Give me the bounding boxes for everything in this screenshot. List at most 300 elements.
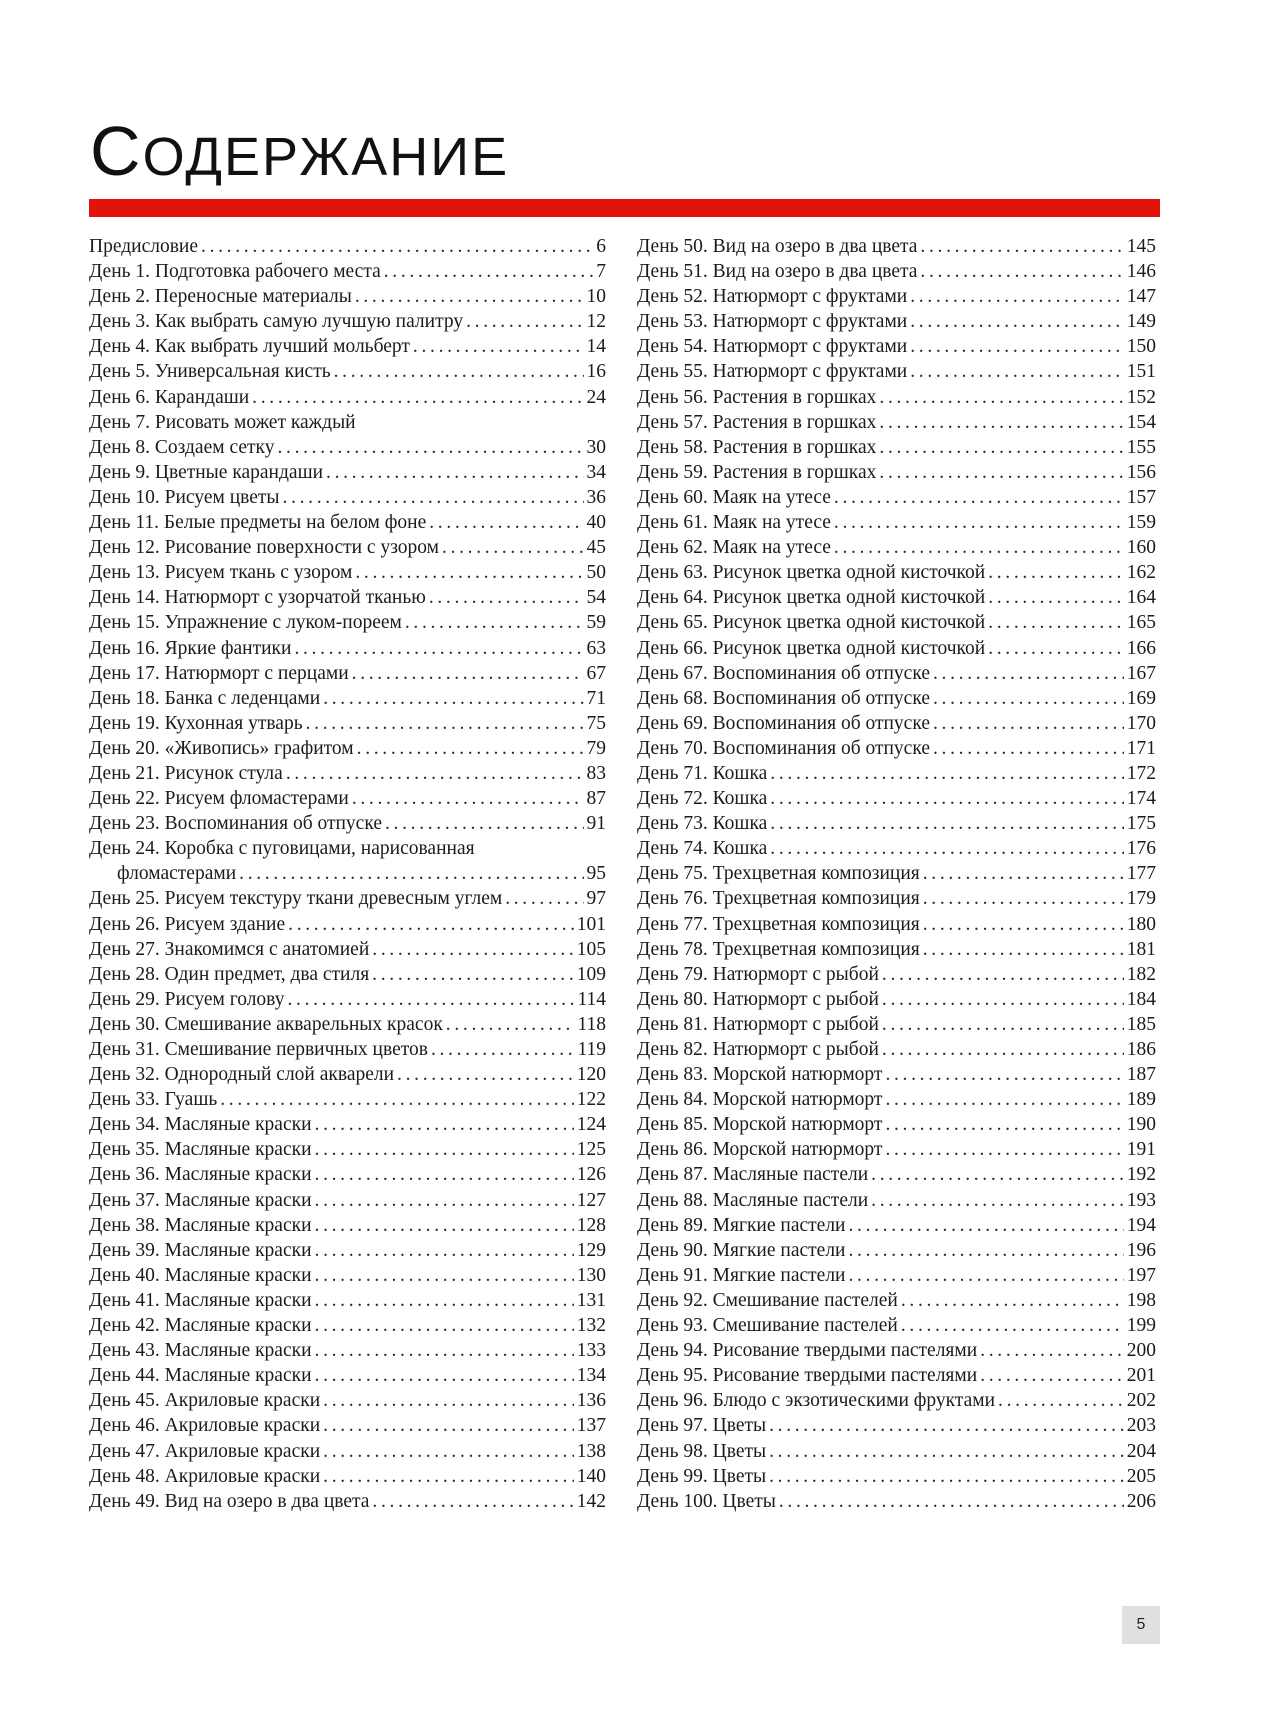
toc-dot-leader bbox=[405, 610, 584, 635]
toc-entry-title: День 83. Морской натюрморт bbox=[637, 1064, 883, 1086]
toc-entry bbox=[89, 234, 606, 259]
toc-entry-page: 203 bbox=[1126, 1415, 1156, 1437]
toc-entry-page: 105 bbox=[576, 938, 606, 960]
toc-dot-leader bbox=[834, 510, 1124, 535]
toc-entry-page: 204 bbox=[1126, 1440, 1156, 1462]
toc-entry-page: 91 bbox=[586, 813, 606, 835]
toc-entry-page: 147 bbox=[1126, 286, 1156, 308]
toc-entry-page: 126 bbox=[576, 1164, 606, 1186]
toc-dot-leader bbox=[933, 711, 1124, 736]
toc-entry bbox=[89, 460, 606, 485]
toc-entry-page: 157 bbox=[1126, 486, 1156, 508]
toc-entry bbox=[89, 585, 606, 610]
toc-entry-title: День 85. Морской натюрморт bbox=[637, 1114, 883, 1136]
toc-entry-page: 180 bbox=[1126, 913, 1156, 935]
toc-dot-leader bbox=[252, 385, 583, 410]
toc-entry-title: День 33. Гуашь bbox=[89, 1089, 218, 1111]
toc-entry-page: 192 bbox=[1126, 1164, 1156, 1186]
toc-entry-title: День 51. Вид на озеро в два цвета bbox=[637, 261, 918, 283]
toc-dot-leader bbox=[871, 1162, 1124, 1187]
toc-dot-leader bbox=[413, 334, 584, 359]
toc-entry-page: 159 bbox=[1126, 512, 1156, 534]
toc-entry-page: 171 bbox=[1126, 737, 1156, 759]
toc-entry bbox=[637, 309, 1156, 334]
toc-entry-page: 152 bbox=[1126, 386, 1156, 408]
page-title bbox=[90, 108, 509, 200]
toc-entry-title: День 70. Воспоминания об отпуске bbox=[637, 737, 930, 759]
toc-entry-page: 118 bbox=[577, 1013, 606, 1035]
toc-entry bbox=[637, 435, 1156, 460]
toc-entry-title: День 1. Подготовка рабочего места bbox=[89, 261, 381, 283]
toc-entry bbox=[637, 1388, 1156, 1413]
toc-entry-page: 125 bbox=[576, 1139, 606, 1161]
toc-dot-leader bbox=[355, 560, 583, 585]
toc-dot-leader bbox=[352, 786, 584, 811]
toc-entry-title: День 68. Воспоминания об отпуске bbox=[637, 687, 930, 709]
toc-dot-leader bbox=[910, 284, 1124, 309]
toc-entry-title: День 58. Растения в горшках bbox=[637, 436, 877, 458]
toc-dot-leader bbox=[988, 585, 1124, 610]
toc-dot-leader bbox=[429, 510, 583, 535]
toc-entry bbox=[637, 761, 1156, 786]
page-title-first-letter: С bbox=[90, 112, 143, 190]
toc-entry-title: День 47. Акриловые краски bbox=[89, 1440, 321, 1462]
toc-entry-title: День 100. Цветы bbox=[637, 1490, 776, 1512]
toc-dot-leader bbox=[879, 460, 1123, 485]
toc-entry-title: День 56. Растения в горшках bbox=[637, 386, 877, 408]
toc-dot-leader bbox=[315, 1112, 574, 1137]
toc-entry-page: 149 bbox=[1126, 311, 1156, 333]
toc-entry bbox=[89, 937, 606, 962]
toc-entry-title: День 41. Масляные краски bbox=[89, 1289, 312, 1311]
toc-entry bbox=[637, 937, 1156, 962]
toc-entry bbox=[89, 761, 606, 786]
toc-entry-title: День 26. Рисуем здание bbox=[89, 913, 286, 935]
toc-entry bbox=[637, 836, 1156, 861]
toc-entry bbox=[89, 786, 606, 811]
toc-entry-title: День 90. Мягкие пастели bbox=[637, 1239, 846, 1261]
toc-entry bbox=[637, 912, 1156, 937]
toc-entry bbox=[637, 1238, 1156, 1263]
toc-entry bbox=[637, 1338, 1156, 1363]
toc-dot-leader bbox=[287, 987, 574, 1012]
toc-entry-page: 133 bbox=[576, 1340, 606, 1362]
toc-dot-leader bbox=[315, 1238, 574, 1263]
toc-entry bbox=[637, 962, 1156, 987]
toc-entry bbox=[89, 560, 606, 585]
toc-entry-title: День 45. Акриловые краски bbox=[89, 1390, 321, 1412]
toc-dot-leader bbox=[885, 1137, 1123, 1162]
toc-entry bbox=[637, 334, 1156, 359]
toc-entry bbox=[637, 786, 1156, 811]
toc-dot-leader bbox=[315, 1213, 574, 1238]
toc-entry-page: 12 bbox=[586, 311, 606, 333]
toc-entry-page: 176 bbox=[1126, 838, 1156, 860]
toc-entry-title: День 9. Цветные карандаши bbox=[89, 461, 324, 483]
toc-entry-title: День 86. Морской натюрморт bbox=[637, 1139, 883, 1161]
toc-entry bbox=[637, 460, 1156, 485]
toc-entry bbox=[637, 1162, 1156, 1187]
toc-entry-page: 87 bbox=[586, 788, 606, 810]
toc-entry bbox=[89, 1087, 606, 1112]
toc-entry-page: 119 bbox=[577, 1039, 606, 1060]
toc-dot-leader bbox=[446, 1012, 575, 1037]
toc-entry-title: День 48. Акриловые краски bbox=[89, 1465, 321, 1487]
toc-entry-page: 181 bbox=[1126, 938, 1156, 960]
toc-entry-page: 154 bbox=[1126, 411, 1156, 433]
toc-entry-page: 83 bbox=[586, 762, 606, 784]
toc-dot-leader bbox=[429, 585, 584, 610]
toc-entry-page: 36 bbox=[586, 486, 606, 508]
toc-entry bbox=[637, 736, 1156, 761]
toc-dot-leader bbox=[385, 811, 584, 836]
toc-dot-leader bbox=[834, 535, 1124, 560]
toc-entry bbox=[89, 435, 606, 460]
toc-entry bbox=[637, 1137, 1156, 1162]
toc-entry-title: День 46. Акриловые краски bbox=[89, 1415, 321, 1437]
toc-entry-title: День 24. Коробка с пуговицами, нарисованная bbox=[89, 838, 475, 860]
toc-entry bbox=[89, 1037, 606, 1062]
toc-dot-leader bbox=[384, 259, 594, 284]
toc-entry-page: 6 bbox=[596, 236, 606, 257]
toc-column-left bbox=[89, 234, 606, 1514]
toc-entry-page: 164 bbox=[1126, 587, 1156, 609]
toc-entry bbox=[89, 334, 606, 359]
toc-entry bbox=[637, 284, 1156, 309]
toc-entry-title: День 4. Как выбрать лучший мольберт bbox=[89, 336, 410, 358]
toc-entry-title: День 62. Маяк на утесе bbox=[637, 537, 831, 559]
toc-entry-page: 75 bbox=[586, 712, 606, 734]
toc-entry-page: 200 bbox=[1126, 1340, 1156, 1362]
toc-dot-leader bbox=[220, 1087, 574, 1112]
toc-entry-page: 131 bbox=[576, 1289, 606, 1311]
toc-entry bbox=[89, 1162, 606, 1187]
toc-entry bbox=[637, 886, 1156, 911]
toc-entry bbox=[637, 1087, 1156, 1112]
toc-entry bbox=[89, 1263, 606, 1288]
toc-entry bbox=[89, 1062, 606, 1087]
toc-entry-title: День 96. Блюдо с экзотическими фруктами bbox=[637, 1390, 996, 1412]
toc-entry-page: 50 bbox=[586, 562, 606, 584]
toc-dot-leader bbox=[466, 309, 583, 334]
toc-entry-page: 130 bbox=[576, 1264, 606, 1286]
toc-entry-title: День 21. Рисунок стула bbox=[89, 762, 283, 784]
toc-dot-leader bbox=[315, 1313, 574, 1338]
toc-dot-leader bbox=[901, 1288, 1124, 1313]
toc-dot-leader bbox=[372, 937, 573, 962]
toc-entry bbox=[89, 385, 606, 410]
toc-dot-leader bbox=[315, 1363, 574, 1388]
toc-entry-page: 138 bbox=[576, 1440, 606, 1462]
toc-entry bbox=[89, 636, 606, 661]
toc-entry bbox=[637, 1413, 1156, 1438]
toc-entry-title: День 64. Рисунок цветка одной кисточкой bbox=[637, 587, 986, 609]
toc-entry bbox=[637, 1012, 1156, 1037]
toc-entry-title: День 22. Рисуем фломастерами bbox=[89, 788, 349, 810]
toc-entry bbox=[89, 610, 606, 635]
toc-dot-leader bbox=[933, 686, 1124, 711]
toc-entry bbox=[637, 610, 1156, 635]
toc-entry-page: 190 bbox=[1126, 1114, 1156, 1136]
toc-entry-title: День 2. Переносные материалы bbox=[89, 286, 352, 308]
toc-entry-title: День 89. Мягкие пастели bbox=[637, 1214, 846, 1236]
toc-entry bbox=[89, 836, 606, 861]
toc-entry-page: 79 bbox=[586, 737, 606, 759]
toc-dot-leader bbox=[882, 1037, 1124, 1062]
toc-entry-title: День 16. Яркие фантики bbox=[89, 637, 292, 659]
toc-entry-page: 162 bbox=[1126, 562, 1156, 584]
toc-entry-page: 45 bbox=[586, 537, 606, 559]
toc-entry bbox=[637, 811, 1156, 836]
toc-entry bbox=[637, 359, 1156, 384]
page-number: 5 bbox=[1122, 1606, 1160, 1644]
toc-entry-page: 14 bbox=[586, 336, 606, 358]
toc-entry-title: День 13. Рисуем ткань с узором bbox=[89, 562, 353, 584]
toc-entry bbox=[89, 510, 606, 535]
toc-entry-page: 40 bbox=[586, 512, 606, 534]
toc-entry-page: 160 bbox=[1126, 537, 1156, 559]
toc-entry bbox=[89, 1188, 606, 1213]
toc-dot-leader bbox=[882, 1012, 1124, 1037]
toc-entry bbox=[89, 1288, 606, 1313]
toc-dot-leader bbox=[306, 711, 584, 736]
toc-dot-leader bbox=[923, 937, 1124, 962]
toc-entry-title: День 82. Натюрморт с рыбой bbox=[637, 1039, 879, 1060]
toc-entry-page: 156 bbox=[1126, 461, 1156, 483]
toc-dot-leader bbox=[879, 385, 1123, 410]
toc-entry bbox=[637, 1213, 1156, 1238]
toc-entry-page: 127 bbox=[576, 1189, 606, 1211]
toc-dot-leader bbox=[315, 1338, 574, 1363]
toc-entry-title: День 72. Кошка bbox=[637, 788, 768, 810]
toc-entry-title: День 84. Морской натюрморт bbox=[637, 1089, 883, 1111]
toc-entry bbox=[637, 535, 1156, 560]
toc-entry-page: 10 bbox=[586, 286, 606, 308]
toc-dot-leader bbox=[286, 761, 584, 786]
toc-entry-page: 150 bbox=[1126, 336, 1156, 358]
toc-entry bbox=[89, 309, 606, 334]
toc-dot-leader bbox=[323, 1413, 574, 1438]
toc-entry-page: 24 bbox=[586, 386, 606, 408]
toc-dot-leader bbox=[980, 1338, 1124, 1363]
toc-dot-leader bbox=[920, 234, 1123, 259]
toc-entry-page: 189 bbox=[1126, 1089, 1156, 1111]
toc-dot-leader bbox=[352, 661, 584, 686]
toc-dot-leader bbox=[770, 761, 1123, 786]
toc-entry bbox=[89, 912, 606, 937]
toc-entry-page: 134 bbox=[576, 1365, 606, 1387]
toc-entry-page: 202 bbox=[1126, 1390, 1156, 1412]
toc-entry-title: День 38. Масляные краски bbox=[89, 1214, 312, 1236]
toc-dot-leader bbox=[879, 435, 1123, 460]
toc-entry-page: 145 bbox=[1126, 236, 1156, 257]
toc-entry-title: День 54. Натюрморт с фруктами bbox=[637, 336, 908, 358]
toc-entry-title: День 50. Вид на озеро в два цвета bbox=[637, 236, 918, 257]
toc-entry-title: День 95. Рисование твердыми пастелями bbox=[637, 1365, 978, 1387]
toc-entry bbox=[637, 1062, 1156, 1087]
toc-entry-page: 198 bbox=[1126, 1289, 1156, 1311]
toc-entry-title: День 3. Как выбрать самую лучшую палитру bbox=[89, 311, 464, 333]
toc-entry-title: День 43. Масляные краски bbox=[89, 1340, 312, 1362]
toc-entry bbox=[89, 711, 606, 736]
toc-entry bbox=[637, 410, 1156, 435]
toc-entry-page: 191 bbox=[1126, 1139, 1156, 1161]
title-accent-rule bbox=[89, 199, 1160, 217]
toc-entry-page: 137 bbox=[576, 1415, 606, 1437]
toc-entry-title: День 23. Воспоминания об отпуске bbox=[89, 813, 382, 835]
toc-entry-title: День 28. Один предмет, два стиля bbox=[89, 963, 370, 985]
toc-entry bbox=[89, 1388, 606, 1413]
toc-dot-leader bbox=[920, 259, 1123, 284]
toc-entry bbox=[637, 1188, 1156, 1213]
toc-entry-title: День 30. Смешивание акварельных красок bbox=[89, 1013, 443, 1035]
toc-dot-leader bbox=[372, 962, 574, 987]
toc-entry bbox=[89, 811, 606, 836]
toc-entry-title: День 35. Масляные краски bbox=[89, 1139, 312, 1161]
toc-entry-page: 151 bbox=[1126, 361, 1156, 383]
toc-entry-page: 136 bbox=[576, 1390, 606, 1412]
toc-entry-title: День 10. Рисуем цветы bbox=[89, 486, 280, 508]
toc-entry-page: 193 bbox=[1126, 1189, 1156, 1211]
toc-entry-title: День 66. Рисунок цветка одной кисточкой bbox=[637, 637, 986, 659]
toc-entry bbox=[89, 1012, 606, 1037]
toc-entry bbox=[89, 736, 606, 761]
toc-dot-leader bbox=[283, 485, 584, 510]
toc-entry-title: День 74. Кошка bbox=[637, 838, 768, 860]
toc-entry-page: 114 bbox=[577, 988, 606, 1010]
toc-entry-page: 182 bbox=[1126, 963, 1156, 985]
toc-entry bbox=[89, 861, 606, 886]
toc-dot-leader bbox=[885, 1062, 1123, 1087]
toc-dot-leader bbox=[770, 811, 1123, 836]
toc-dot-leader bbox=[357, 736, 584, 761]
toc-entry-page: 196 bbox=[1126, 1239, 1156, 1261]
toc-dot-leader bbox=[933, 736, 1124, 761]
toc-entry-title: День 5. Универсальная кисть bbox=[89, 361, 331, 383]
toc-dot-leader bbox=[871, 1188, 1124, 1213]
toc-entry-page: 63 bbox=[586, 637, 606, 659]
toc-dot-leader bbox=[848, 1213, 1123, 1238]
toc-entry-title: День 27. Знакомимся с анатомией bbox=[89, 938, 370, 960]
toc-entry-title: День 52. Натюрморт с фруктами bbox=[637, 286, 908, 308]
toc-dot-leader bbox=[323, 1388, 574, 1413]
toc-dot-leader bbox=[779, 1489, 1124, 1514]
toc-entry-title: День 39. Масляные краски bbox=[89, 1239, 312, 1261]
toc-entry bbox=[89, 1363, 606, 1388]
toc-entry bbox=[89, 485, 606, 510]
toc-entry bbox=[89, 1413, 606, 1438]
toc-entry-title: День 75. Трехцветная композиция bbox=[637, 863, 920, 885]
toc-dot-leader bbox=[834, 485, 1124, 510]
toc-entry bbox=[89, 1464, 606, 1489]
toc-dot-leader bbox=[323, 686, 583, 711]
toc-entry-page: 140 bbox=[576, 1465, 606, 1487]
toc-entry-title: День 65. Рисунок цветка одной кисточкой bbox=[637, 612, 986, 634]
toc-entry bbox=[637, 1439, 1156, 1464]
toc-entry-page: 172 bbox=[1126, 762, 1156, 784]
toc-dot-leader bbox=[315, 1288, 574, 1313]
toc-entry bbox=[637, 1288, 1156, 1313]
toc-entry-page: 166 bbox=[1126, 637, 1156, 659]
toc-dot-leader bbox=[923, 861, 1124, 886]
toc-entry-page: 201 bbox=[1126, 1365, 1156, 1387]
page-title-rest: ОДЕРЖАНИЕ bbox=[142, 127, 510, 187]
toc-dot-leader bbox=[980, 1363, 1124, 1388]
toc-entry-title: День 17. Натюрморт с перцами bbox=[89, 662, 349, 684]
toc-dot-leader bbox=[334, 359, 584, 384]
toc-entry-title: День 94. Рисование твердыми пастелями bbox=[637, 1340, 978, 1362]
toc-entry bbox=[637, 686, 1156, 711]
toc-dot-leader bbox=[998, 1388, 1124, 1413]
toc-entry-title: День 11. Белые предметы на белом фоне bbox=[89, 512, 427, 534]
toc-entry bbox=[89, 1112, 606, 1137]
toc-entry bbox=[89, 359, 606, 384]
toc-entry-title: День 40. Масляные краски bbox=[89, 1264, 312, 1286]
toc-dot-leader bbox=[910, 359, 1124, 384]
toc-entry bbox=[89, 1489, 606, 1514]
toc-entry-title: Предисловие bbox=[89, 236, 199, 257]
toc-dot-leader bbox=[239, 861, 583, 886]
toc-dot-leader bbox=[505, 886, 583, 911]
toc-entry-page: 34 bbox=[586, 461, 606, 483]
toc-entry-page: 155 bbox=[1126, 436, 1156, 458]
toc-entry bbox=[89, 686, 606, 711]
toc-dot-leader bbox=[372, 1489, 573, 1514]
toc-entry-page: 132 bbox=[576, 1315, 606, 1337]
toc-entry-title: День 36. Масляные краски bbox=[89, 1164, 312, 1186]
toc-entry-title: День 63. Рисунок цветка одной кисточкой bbox=[637, 562, 986, 584]
toc-entry bbox=[89, 535, 606, 560]
toc-entry-page: 197 bbox=[1126, 1264, 1156, 1286]
toc-dot-leader bbox=[315, 1263, 574, 1288]
toc-entry-page: 16 bbox=[586, 361, 606, 383]
toc-entry-title: фломастерами bbox=[117, 863, 237, 885]
toc-entry-title: День 92. Смешивание пастелей bbox=[637, 1289, 898, 1311]
toc-dot-leader bbox=[910, 309, 1124, 334]
toc-dot-leader bbox=[848, 1238, 1123, 1263]
toc-dot-leader bbox=[848, 1263, 1123, 1288]
toc-entry-title: День 34. Масляные краски bbox=[89, 1114, 312, 1136]
toc-dot-leader bbox=[882, 962, 1124, 987]
toc-entry-page: 174 bbox=[1126, 788, 1156, 810]
toc-entry-title: День 6. Карандаши bbox=[89, 386, 250, 408]
toc-entry bbox=[637, 485, 1156, 510]
toc-entry-page: 129 bbox=[576, 1239, 606, 1261]
toc-entry bbox=[637, 234, 1156, 259]
toc-entry-title: День 97. Цветы bbox=[637, 1415, 767, 1437]
toc-entry-page: 128 bbox=[576, 1214, 606, 1236]
toc-dot-leader bbox=[923, 886, 1124, 911]
toc-dot-leader bbox=[901, 1313, 1124, 1338]
toc-entry bbox=[637, 1112, 1156, 1137]
toc-entry-title: День 42. Масляные краски bbox=[89, 1315, 312, 1337]
toc-entry-page: 199 bbox=[1126, 1315, 1156, 1337]
toc-entry-title: День 29. Рисуем голову bbox=[89, 988, 285, 1010]
toc-entry bbox=[637, 560, 1156, 585]
toc-dot-leader bbox=[988, 610, 1124, 635]
toc-entry-title: День 8. Создаем сетку bbox=[89, 436, 275, 458]
toc-entry bbox=[89, 987, 606, 1012]
toc-entry-title: День 98. Цветы bbox=[637, 1440, 767, 1462]
toc-dot-leader bbox=[323, 1439, 574, 1464]
toc-dot-leader bbox=[315, 1188, 574, 1213]
toc-entry-page: 187 bbox=[1126, 1064, 1156, 1086]
toc-dot-leader bbox=[201, 234, 593, 259]
toc-dot-leader bbox=[442, 535, 583, 560]
toc-entry bbox=[89, 1313, 606, 1338]
toc-entry-title: День 19. Кухонная утварь bbox=[89, 712, 303, 734]
toc-entry-page: 177 bbox=[1126, 863, 1156, 885]
